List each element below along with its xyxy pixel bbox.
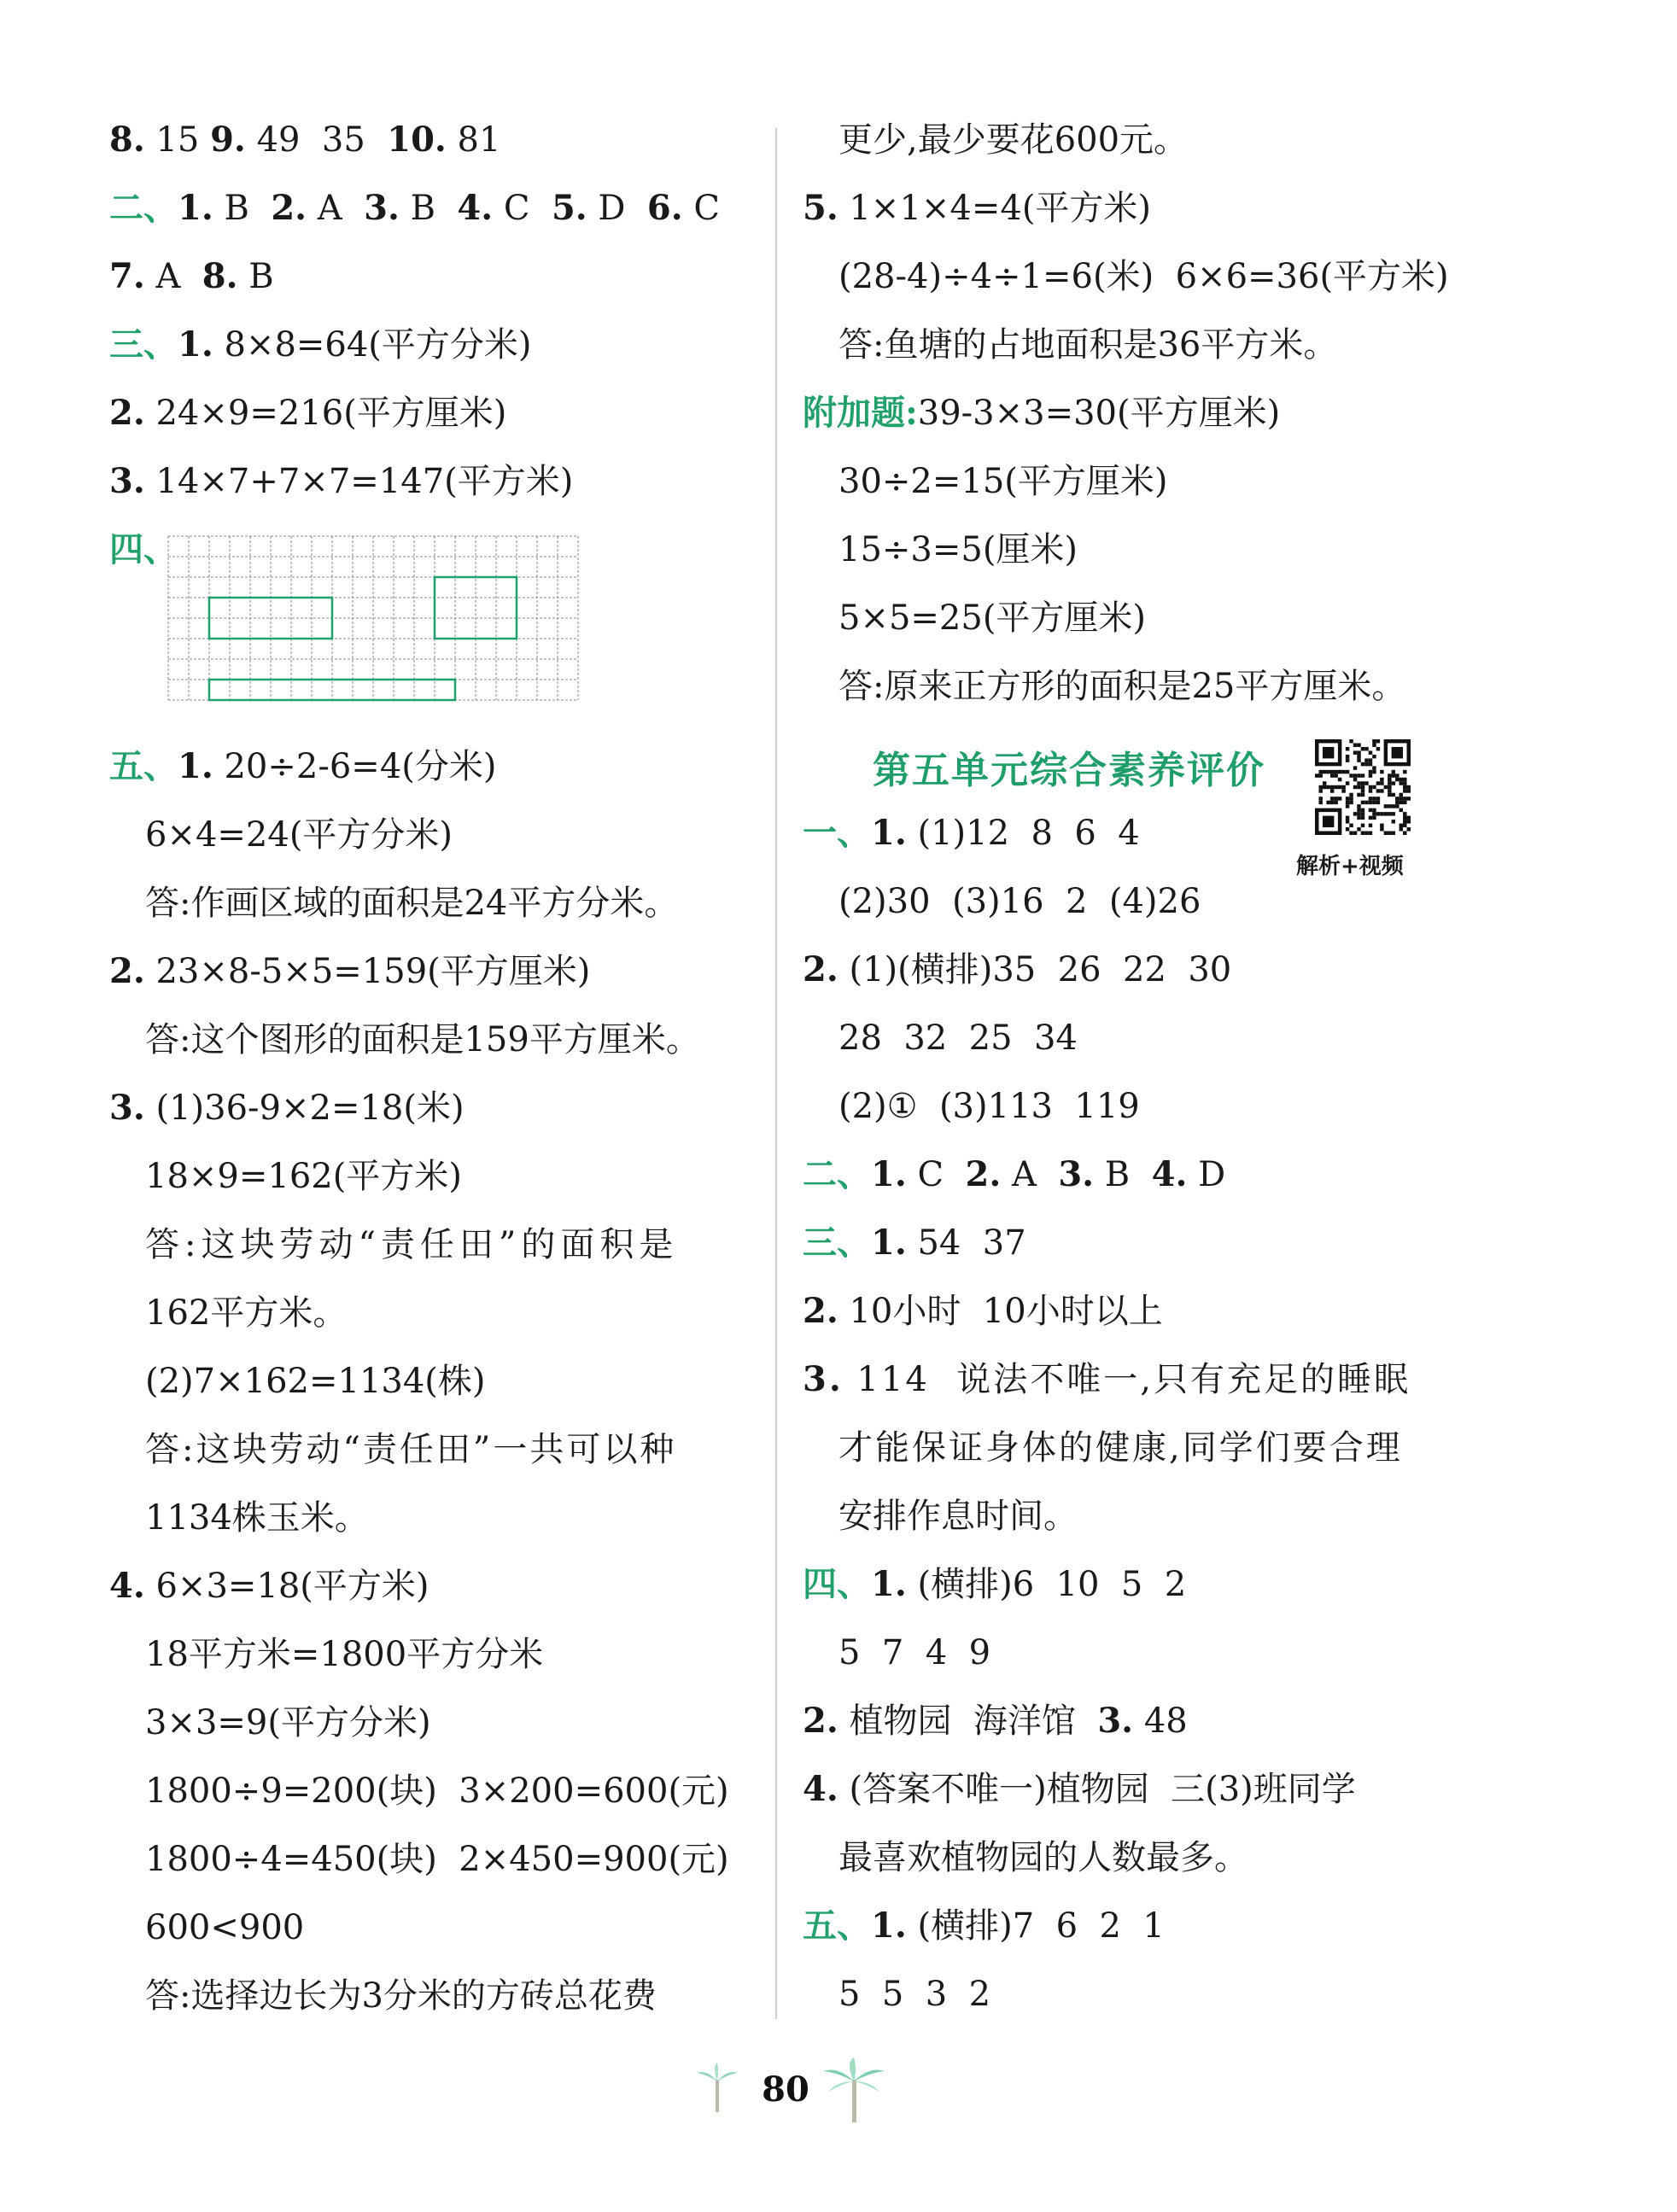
answer-text: 5×5=25(平方厘米) xyxy=(838,598,1147,638)
answer-line xyxy=(803,1357,1411,1402)
item-number: 3. xyxy=(1058,1154,1095,1194)
column-divider xyxy=(775,128,777,2019)
unit-title: 第五单元综合素养评价 xyxy=(873,749,1265,792)
grid-figure xyxy=(162,529,584,714)
answer-line xyxy=(109,459,573,504)
item-number: 3. xyxy=(109,1088,145,1128)
answer-text: 162平方米。 xyxy=(145,1293,348,1333)
answer-text: 1134株玉米。 xyxy=(145,1498,369,1538)
answer-text: 15÷3=5(厘米) xyxy=(838,530,1078,569)
answer-text: 54 37 xyxy=(906,1223,1026,1263)
answer-text: (2)7×162=1134(株) xyxy=(145,1362,486,1401)
answer-text: 答:这个图形的面积是159平方厘米。 xyxy=(145,1020,700,1059)
item-number: 1. xyxy=(178,746,213,786)
answer-text: (2)30 (3)16 2 (4)26 xyxy=(838,882,1201,921)
section-label: 二、 xyxy=(803,1154,871,1194)
section-label: 五、 xyxy=(803,1906,871,1946)
answer-line xyxy=(803,1221,1026,1265)
answer-text: 植物园 海洋馆 xyxy=(838,1701,1098,1741)
answer-line xyxy=(803,1904,1165,1948)
section-label: 三、 xyxy=(803,1223,871,1263)
section-label: 五、 xyxy=(109,746,178,786)
item-number: 4. xyxy=(803,1769,838,1809)
answer-line xyxy=(109,186,720,231)
answer-text: 1800÷9=200(块) 3×200=600(元) xyxy=(145,1771,729,1811)
section-label: 附加题: xyxy=(803,393,918,433)
answer-line xyxy=(109,323,532,367)
answer-text: 答:选择边长为3分米的方砖总花费 xyxy=(145,1976,657,2016)
item-number: 9. xyxy=(210,120,246,160)
section-label: 四、 xyxy=(803,1564,871,1604)
answer-line xyxy=(109,254,274,299)
answer-text: A xyxy=(307,189,365,228)
palm-tree-icon xyxy=(820,2057,888,2126)
answer-text: C xyxy=(682,189,721,228)
item-number: 1. xyxy=(871,813,907,853)
item-number: 2. xyxy=(803,949,838,989)
answer-text: 答:这块劳动“责任田”一共可以种 xyxy=(145,1430,677,1469)
answer-text: 15 xyxy=(144,120,211,160)
answer-text: 24×9=216(平方厘米) xyxy=(144,394,507,433)
answer-text: 23×8-5×5=159(平方厘米) xyxy=(144,952,591,991)
answer-line xyxy=(109,1086,465,1130)
item-number: 8. xyxy=(202,256,238,296)
answer-line xyxy=(803,391,1280,435)
answer-text: B xyxy=(399,189,458,228)
answer-text: (答案不唯一)植物园 三(3)班同学 xyxy=(838,1770,1356,1809)
item-number: 2. xyxy=(109,951,145,991)
answer-line xyxy=(109,1564,429,1608)
answer-text: 安排作息时间。 xyxy=(838,1497,1078,1536)
answer-line xyxy=(803,1562,1186,1607)
answer-text: 6×3=18(平方米) xyxy=(144,1567,429,1606)
answer-text: (横排)6 10 5 2 xyxy=(906,1565,1187,1604)
answer-text: 49 35 xyxy=(245,120,388,160)
answer-text: 48 xyxy=(1133,1701,1188,1741)
item-number: 2. xyxy=(109,393,145,433)
answer-text: 5 7 4 9 xyxy=(838,1633,991,1672)
answer-text: 才能保证身体的健康,同学们要合理 xyxy=(838,1428,1403,1468)
item-number: 4. xyxy=(109,1566,145,1606)
answer-text: 39-3×3=30(平方厘米) xyxy=(917,394,1281,433)
item-number: 6. xyxy=(646,188,683,228)
answer-text: B xyxy=(1094,1155,1152,1194)
answer-text: 更少,最少要花600元。 xyxy=(838,120,1189,160)
page-footer xyxy=(0,2057,1677,2126)
answer-text: D xyxy=(587,189,647,228)
answer-text: 114 说法不唯一,只有充足的睡眠 xyxy=(843,1360,1411,1399)
item-number: 7. xyxy=(109,256,145,296)
answer-text: 600<900 xyxy=(145,1908,305,1947)
answer-text: 18平方米=1800平方分米 xyxy=(145,1635,544,1674)
answer-text: 28 32 25 34 xyxy=(838,1018,1078,1058)
answer-rectangle xyxy=(435,577,517,639)
item-number: 5. xyxy=(803,188,838,228)
item-number: 1. xyxy=(178,188,213,228)
qr-code-icon[interactable] xyxy=(1315,739,1411,835)
answer-text: C xyxy=(906,1155,966,1194)
answer-text: (1)12 8 6 4 xyxy=(906,814,1140,853)
item-number: 5. xyxy=(551,188,587,228)
item-number: 2. xyxy=(271,188,307,228)
item-number: 4. xyxy=(1151,1154,1188,1194)
item-number: 2. xyxy=(803,1291,838,1331)
item-number: 1. xyxy=(871,1564,907,1604)
item-number: 4. xyxy=(457,188,494,228)
answer-text: 答:原来正方形的面积是25平方厘米。 xyxy=(838,667,1406,706)
answer-line xyxy=(109,949,590,994)
item-number: 1. xyxy=(871,1223,907,1263)
answer-text: 答:这块劳动“责任田”的面积是 xyxy=(145,1225,679,1264)
item-number: 3. xyxy=(364,188,400,228)
answer-line xyxy=(803,1767,1356,1812)
answer-text: D xyxy=(1187,1155,1226,1194)
answer-text: 18×9=162(平方米) xyxy=(145,1157,462,1196)
answer-text: 最喜欢植物园的人数最多。 xyxy=(838,1838,1248,1877)
answer-line xyxy=(803,948,1231,992)
answer-line xyxy=(803,1699,1188,1743)
answer-text: (1)36-9×2=18(米) xyxy=(144,1088,465,1128)
answer-line xyxy=(109,118,500,162)
answer-line xyxy=(803,811,1140,855)
answer-line xyxy=(803,1289,1163,1334)
grid-drawing xyxy=(162,529,584,714)
item-number: 3. xyxy=(109,461,145,501)
section-label: 四、 xyxy=(109,529,178,569)
item-number: 1. xyxy=(178,324,213,365)
answer-text: (1)(横排)35 26 22 30 xyxy=(838,950,1232,989)
answer-text: 答:鱼塘的占地面积是36平方米。 xyxy=(838,325,1338,365)
item-number: 10. xyxy=(387,120,447,160)
answer-text: 6×4=24(平方分米) xyxy=(145,815,453,855)
answer-text: 5 5 3 2 xyxy=(838,1975,991,2014)
palm-tree-icon xyxy=(692,2061,743,2116)
qr-caption: 解析+视频 xyxy=(1296,854,1404,879)
answer-text: 30÷2=15(平方厘米) xyxy=(838,462,1168,501)
section-label: 三、 xyxy=(109,324,178,365)
item-number: 1. xyxy=(871,1154,907,1194)
answer-text: (28-4)÷4÷1=6(米) 6×6=36(平方米) xyxy=(838,257,1449,296)
answer-text: B xyxy=(237,257,274,296)
item-number: 2. xyxy=(965,1154,1002,1194)
answer-line xyxy=(803,186,1151,231)
answer-text: 10小时 10小时以上 xyxy=(838,1292,1163,1331)
answer-text: A xyxy=(1001,1155,1059,1194)
answer-line xyxy=(109,391,506,435)
section-label: 二、 xyxy=(109,188,178,228)
answer-text: 3×3=9(平方分米) xyxy=(145,1703,431,1742)
answer-text: 81 xyxy=(446,120,501,160)
answer-text: A xyxy=(144,257,202,296)
answer-text: C xyxy=(493,189,552,228)
answer-text: 1×1×4=4(平方米) xyxy=(838,189,1152,228)
item-number: 3. xyxy=(1097,1701,1134,1741)
answer-text: (横排)7 6 2 1 xyxy=(906,1906,1165,1946)
item-number: 1. xyxy=(871,1906,907,1946)
section-label: 一、 xyxy=(803,813,871,853)
answer-line xyxy=(803,1153,1225,1197)
answer-text: B xyxy=(213,189,272,228)
answer-text: 答:作画区域的面积是24平方分米。 xyxy=(145,884,679,923)
answer-text: (2)① (3)113 119 xyxy=(838,1087,1140,1126)
item-number: 8. xyxy=(109,120,145,160)
answer-text: 14×7+7×7=147(平方米) xyxy=(144,462,574,501)
page-number: 80 xyxy=(762,2069,809,2110)
item-number: 3. xyxy=(803,1359,844,1399)
answer-line xyxy=(109,744,496,789)
item-number: 2. xyxy=(803,1701,838,1741)
answer-text: 8×8=64(平方分米) xyxy=(213,325,532,365)
answer-text: 20÷2-6=4(分米) xyxy=(213,747,497,786)
answer-text: 1800÷4=450(块) 2×450=900(元) xyxy=(145,1840,729,1879)
